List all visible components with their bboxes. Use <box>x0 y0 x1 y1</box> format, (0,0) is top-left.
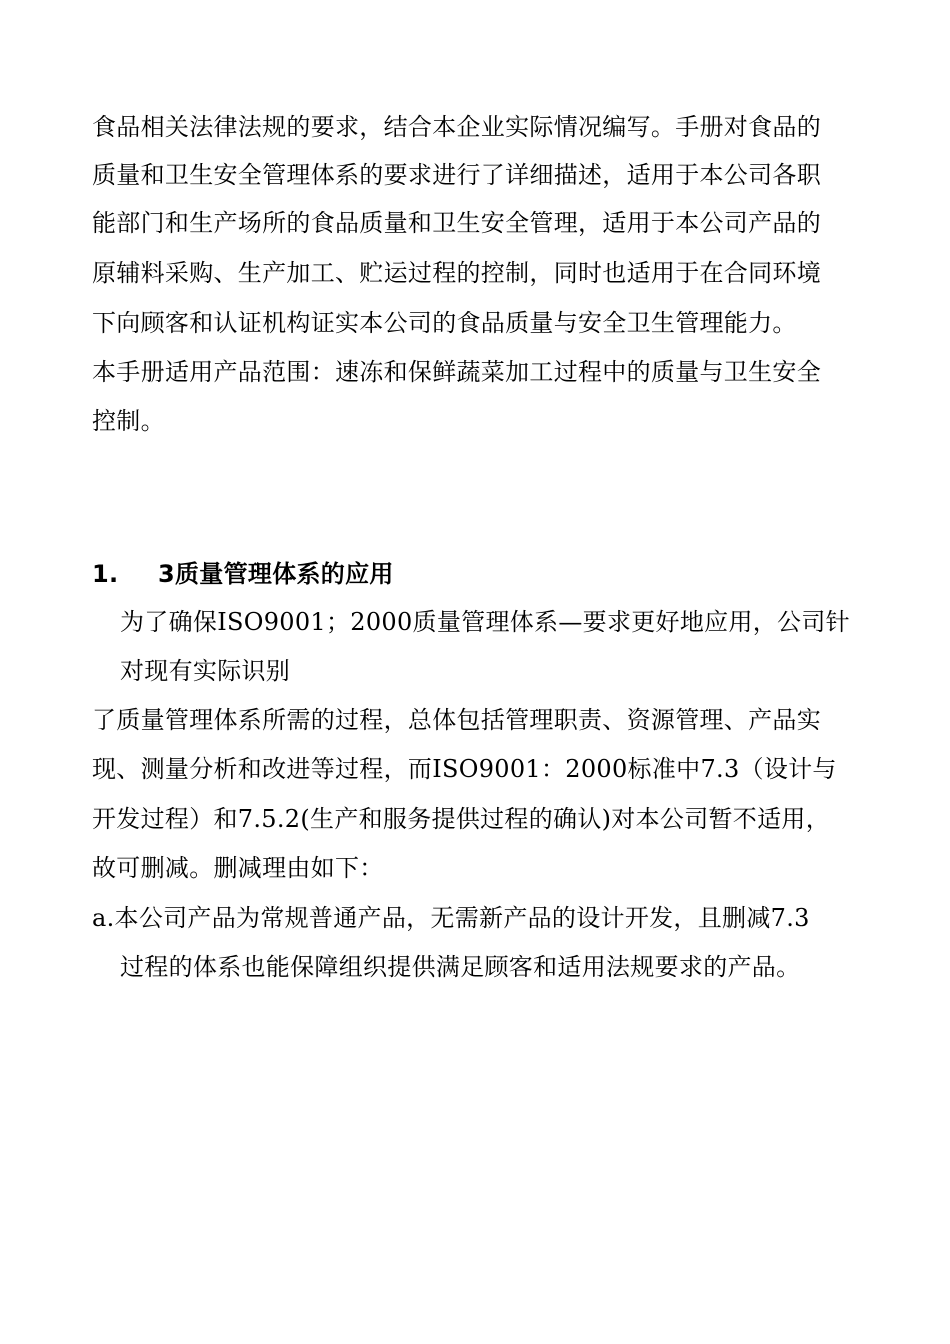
section-para-2-line-1: 了质量管理体系所需的过程，总体包括管理职责、资源管理、产品实 <box>92 706 821 734</box>
list-item-a-line-1: a.本公司产品为常规普通产品，无需新产品的设计开发，且删减7.3 <box>92 904 810 932</box>
section-para-1-line-1: 为了确保ISO9001；2000质量管理体系—要求更好地应用，公司针 <box>120 608 850 636</box>
scope-line-2: 控制。 <box>92 407 165 435</box>
section-para-1-line-2: 对现有实际识别 <box>120 657 291 685</box>
section-heading <box>92 558 862 590</box>
intro-line-1: 食品相关法律法规的要求，结合本企业实际情况编写。手册对食品的 <box>92 113 821 141</box>
list-item-a-line-2: 过程的体系也能保障组织提供满足顾客和适用法规要求的产品。 <box>120 953 801 981</box>
section-title: 3质量管理体系的应用 <box>158 560 394 588</box>
section-number: 1. <box>92 560 119 588</box>
section-para-2-line-2: 现、测量分析和改进等过程，而ISO9001：2000标准中7.3（设计与 <box>92 755 837 783</box>
section-para-2-line-4: 故可删减。删减理由如下： <box>92 854 384 882</box>
intro-line-5: 下向顾客和认证机构证实本公司的食品质量与安全卫生管理能力。 <box>92 309 797 337</box>
intro-line-3: 能部门和生产场所的食品质量和卫生安全管理，适用于本公司产品的 <box>92 209 821 237</box>
intro-line-2: 质量和卫生安全管理体系的要求进行了详细描述，适用于本公司各职 <box>92 161 821 189</box>
intro-line-4: 原辅料采购、生产加工、贮运过程的控制，同时也适用于在合同环境 <box>92 259 821 287</box>
scope-line-1: 本手册适用产品范围：速冻和保鲜蔬菜加工过程中的质量与卫生安全 <box>92 358 821 386</box>
section-para-2-line-3: 开发过程）和7.5.2(生产和服务提供过程的确认)对本公司暂不适用， <box>92 805 830 833</box>
